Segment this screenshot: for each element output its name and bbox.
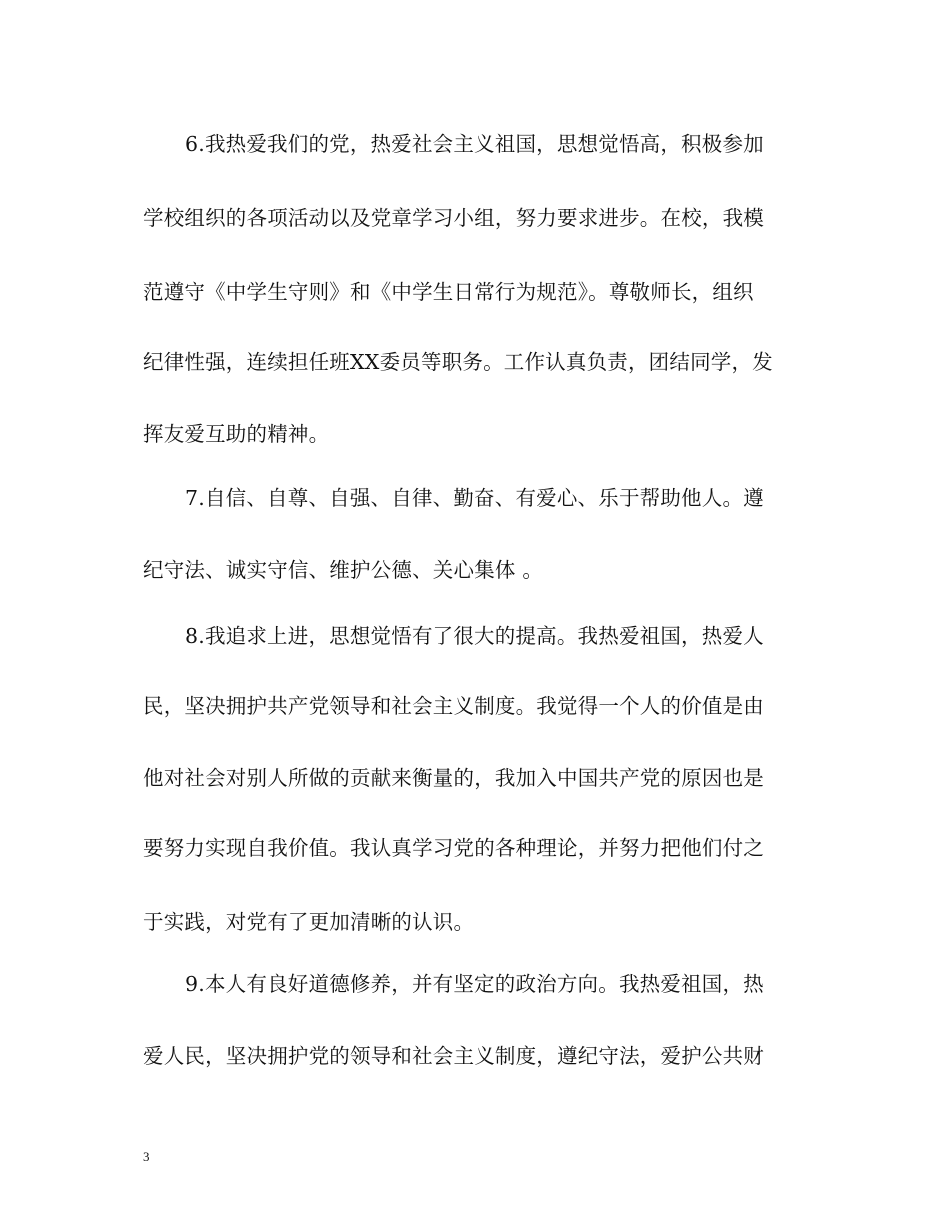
paragraph-9-line-1: 9.本人有良好道德修养，并有坚定的政治方向。我热爱祖国，热 (185, 972, 764, 996)
paragraph-6-line-2: 学校组织的各项活动以及党章学习小组，努力要求进步。在校，我模 (143, 206, 764, 230)
paragraph-8-line-1: 8.我追求上进，思想觉悟有了很大的提高。我热爱祖国，热爱人 (185, 624, 764, 648)
paragraph-9-line-2: 爱人民，坚决拥护党的领导和社会主义制度，遵纪守法，爱护公共财 (143, 1044, 764, 1068)
paragraph-8-line-3: 他对社会对别人所做的贡献来衡量的，我加入中国共产党的原因也是 (143, 766, 764, 790)
paragraph-7-line-1: 7.自信、自尊、自强、自律、勤奋、有爱心、乐于帮助他人。遵 (185, 486, 764, 510)
paragraph-8-line-2: 民，坚决拥护共产党领导和社会主义制度。我觉得一个人的价值是由 (143, 694, 764, 718)
paragraph-6-line-1: 6.我热爱我们的党，热爱社会主义祖国，思想觉悟高，积极参加 (185, 132, 764, 156)
paragraph-6-line-5: 挥友爱互助的精神。 (143, 422, 330, 446)
paragraph-8-line-4: 要努力实现自我价值。我认真学习党的各种理论，并努力把他们付之 (143, 836, 764, 860)
paragraph-6-line-4: 纪律性强，连续担任班XX委员等职务。工作认真负责，团结同学，发 (143, 350, 773, 374)
paragraph-7-line-2: 纪守法、诚实守信、维护公德、关心集体 。 (143, 558, 544, 582)
paragraph-6-line-3: 范遵守《中学生守则》和《中学生日常行为规范》。尊敬师长，组织 (143, 280, 754, 304)
page-number: 3 (143, 1149, 150, 1164)
paragraph-8-line-5: 于实践，对党有了更加清晰的认识。 (143, 910, 475, 934)
